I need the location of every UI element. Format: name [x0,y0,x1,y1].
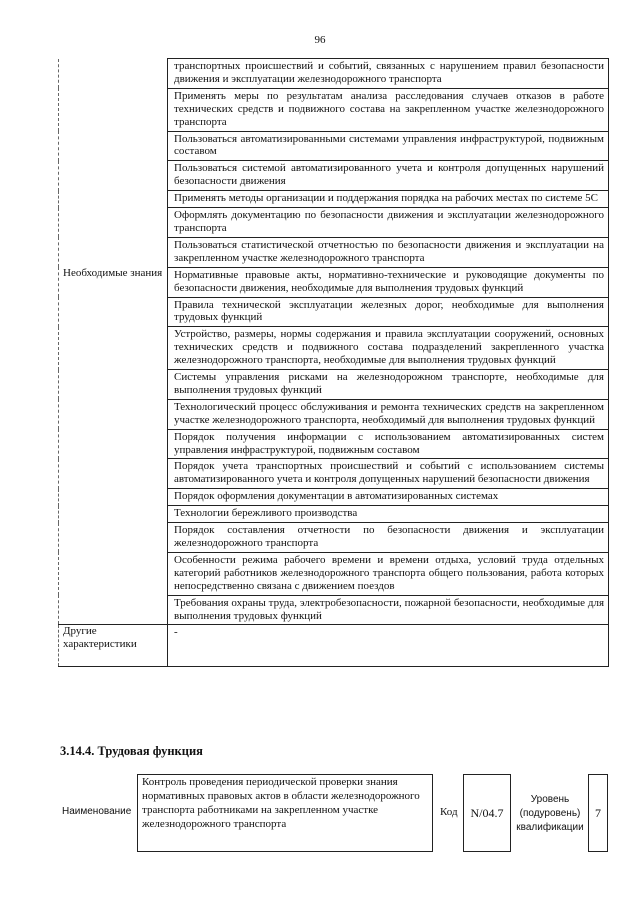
row-item: Правила технической эксплуатации железных дорог, необходимые для выполнения трудовых функций [168,297,609,327]
row-item: Системы управления рисками на железнодорожном транспорте, необходимые для выполнения трудовых функций [168,370,609,400]
row-item: Порядок учета транспортных происшествий и событий с использованием системы автоматизированного учета и контроля допущенных нарушений безопасности движения [168,459,609,489]
qualification-level-value: 7 [588,774,608,852]
section-title: 3.14.4. Трудовая функция [60,744,203,758]
function-code-value: N/04.7 [463,774,511,852]
table-row [59,625,609,667]
table-row [59,267,609,297]
row-item: Порядок получения информации с использованием автоматизированных систем управления инфраструктурой, подвижным составом [168,429,609,459]
row-item: Пользоваться автоматизированными системами управления инфраструктурой, подвижным составом [168,131,609,161]
row-item: Особенности режима рабочего времени и времени отдыха, условий труда отдельных категорий работников железнодорожного транспорта общего пользования, работа которых непосредственно связана с движением поездов [168,552,609,595]
row-item: Порядок составления отчетности по безопасности движения и эксплуатации железнодорожного транспорта [168,523,609,553]
row-item: Применять методы организации и поддержания порядка на рабочих местах по системе 5С [168,191,609,208]
qualification-level-label: Уровень (подуровень) квалификации [516,794,584,833]
row-item: Оформлять документацию по безопасности движения и эксплуатации железнодорожного транспорта [168,208,609,238]
row-item: Технологический процесс обслуживания и ремонта технических средств на закрепленном участке железнодорожного транспорта, необходимый для выполнения трудовых функций [168,399,609,429]
requirements-table [58,58,609,667]
row-label [59,59,168,268]
row-item: Нормативные правовые акты, нормативно-технические и руководящие документы по безопасности движения, необходимые для выполнения трудовых функций [168,267,609,297]
row-item: Применять меры по результатам анализа расследования случаев отказов в работе технических средств и подвижного состава на закрепленном участке железнодорожного транспорта [168,88,609,131]
row-label: Другие характеристики [59,625,168,667]
function-name-label: Наименование [62,806,132,817]
page-number: 96 [314,34,326,46]
function-code-label: Код [440,806,458,818]
row-item: Пользоваться системой автоматизированного учета и контроля допущенных нарушений безопасности движения [168,161,609,191]
row-item: Устройство, размеры, нормы содержания и правила эксплуатации сооружений, основных технических средств и подвижного состава подразделений закрепленного участка железнодорожного транспорта, необходимые для выполнения трудовых функций [168,327,609,370]
row-item: Пользоваться статистической отчетностью по безопасности движения и эксплуатации на закрепленном участке железнодорожного транспорта [168,237,609,267]
function-name-value: Контроль проведения периодической проверки знания нормативных правовых актов в области железнодорожного транспорта работниками на закрепленном участке железнодорожного транспорта [137,774,433,852]
row-item: транспортных происшествий и событий, связанных с нарушением правил безопасности движения и эксплуатации железнодорожного транспорта [168,59,609,89]
row-label: Необходимые знания [59,267,168,625]
row-item: - [168,625,609,667]
row-item: Требования охраны труда, электробезопасности, пожарной безопасности, необходимые для выполнения трудовых функций [168,595,609,625]
row-item: Технологии бережливого производства [168,506,609,523]
row-item: Порядок оформления документации в автоматизированных системах [168,489,609,506]
table-row [59,59,609,89]
